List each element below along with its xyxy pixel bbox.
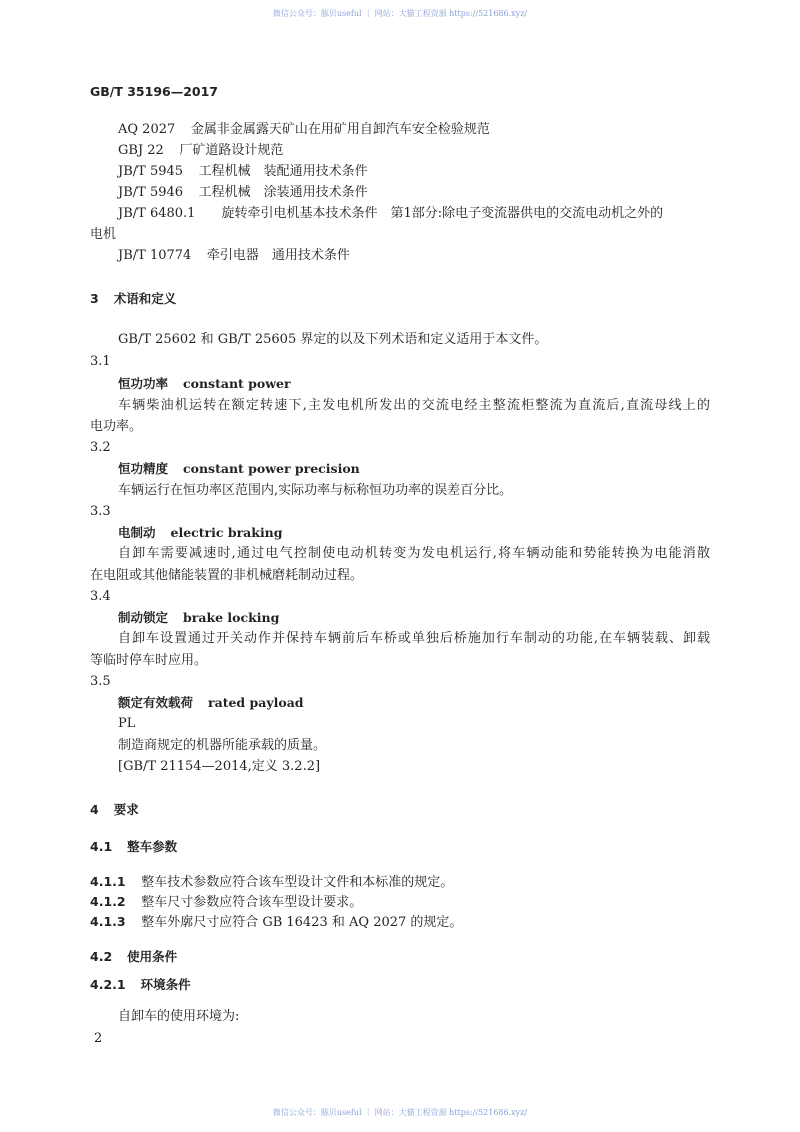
term-zh: 恒功功率 xyxy=(118,376,169,391)
term-number: 3.5 xyxy=(90,674,111,689)
subsection-number: 4.2.1 xyxy=(90,977,126,992)
term-name xyxy=(118,525,283,541)
subsection-title: 环境条件 xyxy=(140,977,191,992)
clause-number: 4.1.1 xyxy=(90,874,126,889)
reference-item xyxy=(118,185,368,201)
clause-item xyxy=(90,874,453,891)
term-name xyxy=(118,461,360,477)
section-title: 要求 xyxy=(113,802,139,817)
ref-code: GBJ 22 xyxy=(118,143,164,158)
reference-item xyxy=(118,206,663,222)
term-number: 3.3 xyxy=(90,504,111,519)
term-number: 3.2 xyxy=(90,440,111,455)
clause-text: 整车尺寸参数应符合该车型设计要求。 xyxy=(141,895,363,910)
subsection-number: 4.1 xyxy=(90,839,113,854)
clause-text: 整车外廓尺寸应符合 GB 16423 和 AQ 2027 的规定。 xyxy=(141,915,463,930)
term-en: electric braking xyxy=(170,525,283,540)
clause-number: 4.1.2 xyxy=(90,894,126,909)
subsection-title: 整车参数 xyxy=(127,839,178,854)
term-number: 3.1 xyxy=(90,354,111,369)
section-title: 术语和定义 xyxy=(113,291,177,306)
term-definition: 车辆运行在恒功率区范围内,实际功率与标称恒功功率的误差百分比。 xyxy=(118,483,513,498)
ref-title: 厂矿道路设计规范 xyxy=(179,143,284,158)
section-4-heading xyxy=(90,802,139,818)
subsection-heading xyxy=(90,977,191,993)
subsection-heading xyxy=(90,949,177,965)
term-zh: 恒功精度 xyxy=(118,461,169,476)
reference-item xyxy=(118,164,368,180)
reference-item xyxy=(118,122,490,138)
term-symbol: PL xyxy=(118,716,136,731)
section-3-heading xyxy=(90,291,176,307)
term-definition: 车辆柴油机运转在额定转速下,主发电机所发出的交流电经主整流柜整流为直流后,直流母线上的 xyxy=(118,398,710,413)
term-name xyxy=(118,610,279,626)
clause-item xyxy=(90,914,462,931)
ref-code: JB/T 5945 xyxy=(118,164,184,179)
clause-item xyxy=(90,894,362,911)
term-source: [GB/T 21154—2014,定义 3.2.2] xyxy=(118,759,321,774)
term-definition-cont: 等临时停车时应用。 xyxy=(90,653,208,668)
clause-text: 整车技术参数应符合该车型设计文件和本标准的规定。 xyxy=(141,875,454,890)
term-definition: 自卸车需要减速时,通过电气控制使电动机转变为发电机运行,将车辆动能和势能转换为电能消散 xyxy=(118,546,710,561)
term-en: rated payload xyxy=(208,695,304,710)
watermark-top: 微信公众号：豚贝useful ｜ 网站：大猫工程资源 https://521686.xyz/ xyxy=(272,9,528,18)
subsection-title: 使用条件 xyxy=(127,949,178,964)
section-number: 4 xyxy=(90,802,99,817)
subsection-number: 4.2 xyxy=(90,949,113,964)
section-number: 3 xyxy=(90,291,99,306)
term-name xyxy=(118,376,291,392)
term-definition: 自卸车设置通过开关动作并保持车辆前后车桥或单独后桥施加行车制动的功能,在车辆装载、卸载 xyxy=(118,631,710,646)
term-definition-cont: 在电阻或其他储能装置的非机械磨耗制动过程。 xyxy=(90,568,364,583)
section-3-intro: GB/T 25602 和 GB/T 25605 界定的以及下列术语和定义适用于本文件。 xyxy=(118,332,548,347)
ref-title: 旋转牵引电机基本技术条件 第1部分:除电子变流器供电的交流电动机之外的 xyxy=(221,206,664,221)
document-header: GB/T 35196—2017 xyxy=(90,84,219,99)
ref-title: 金属非金属露天矿山在用矿用自卸汽车安全检验规范 xyxy=(190,122,490,137)
clause-number: 4.1.3 xyxy=(90,914,126,929)
term-name xyxy=(118,695,304,711)
ref-title: 工程机械 装配通用技术条件 xyxy=(198,164,368,179)
ref-title: 工程机械 涂装通用技术条件 xyxy=(198,185,368,200)
ref-code: AQ 2027 xyxy=(118,122,176,137)
term-definition-cont: 电功率。 xyxy=(90,419,143,434)
term-number: 3.4 xyxy=(90,589,111,604)
page-number: 2 xyxy=(94,1031,103,1046)
term-zh: 制动锁定 xyxy=(118,610,169,625)
term-en: constant power precision xyxy=(183,461,360,476)
environment-intro: 自卸车的使用环境为: xyxy=(118,1009,240,1024)
ref-title: 牵引电器 通用技术条件 xyxy=(206,248,350,263)
term-en: brake locking xyxy=(183,610,280,625)
ref-code: JB/T 6480.1 xyxy=(118,206,196,221)
ref-code: JB/T 10774 xyxy=(118,248,192,263)
term-en: constant power xyxy=(183,376,291,391)
term-zh: 电制动 xyxy=(118,525,156,540)
subsection-heading xyxy=(90,839,177,855)
reference-item xyxy=(118,248,350,264)
watermark-bottom: 微信公众号：豚贝useful ｜ 网站：大猫工程资源 https://521686.xyz/ xyxy=(272,1108,528,1117)
term-zh: 额定有效载荷 xyxy=(118,695,194,710)
ref-code: JB/T 5946 xyxy=(118,185,184,200)
reference-item xyxy=(118,143,283,159)
reference-continuation: 电机 xyxy=(90,227,117,242)
term-definition: 制造商规定的机器所能承载的质量。 xyxy=(118,738,327,753)
